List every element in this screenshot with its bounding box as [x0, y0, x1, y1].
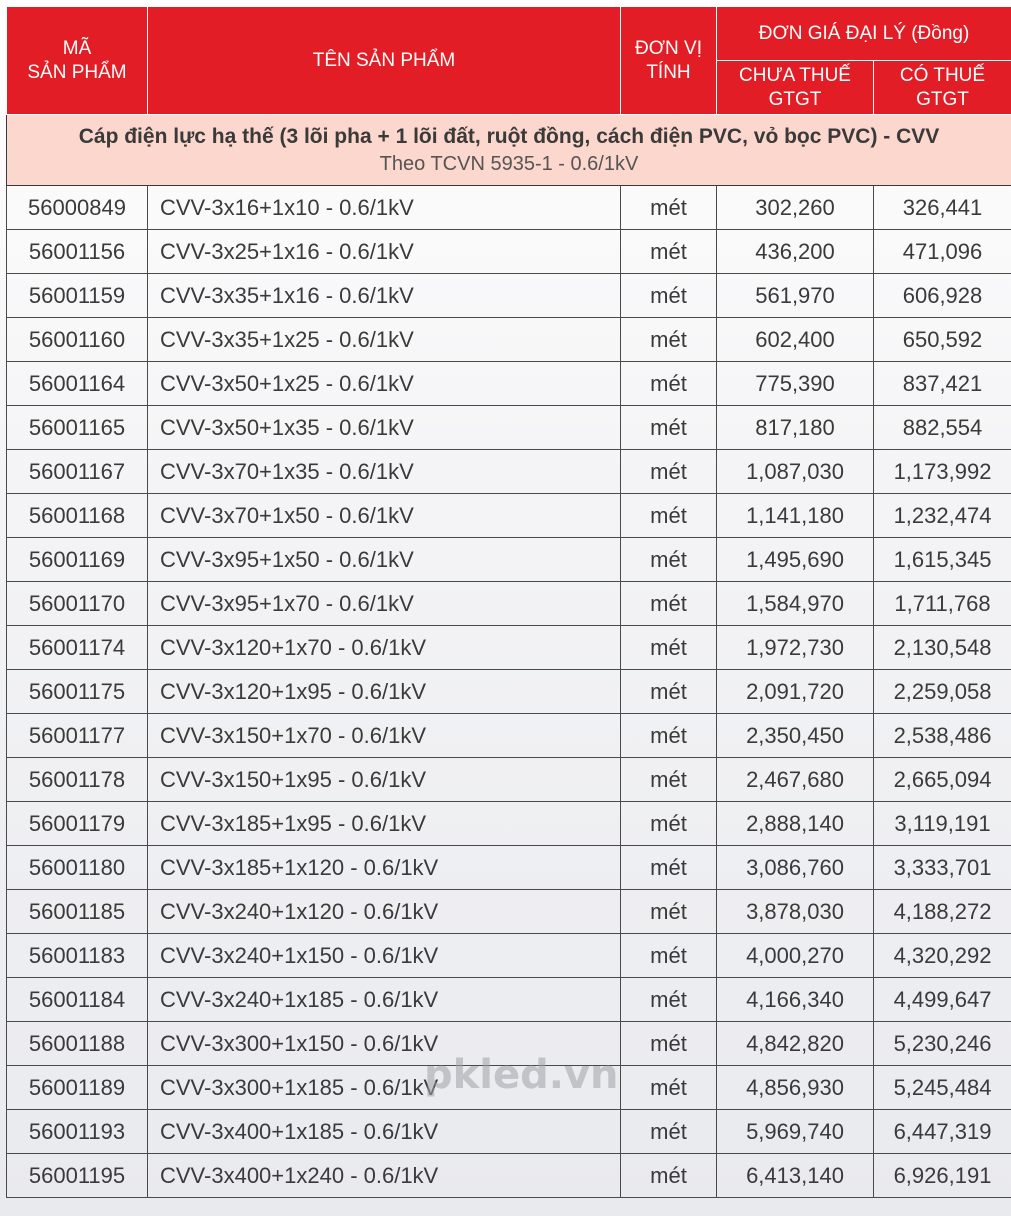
price-no-tax-cell: 2,350,450 [717, 714, 874, 758]
unit-cell: mét [621, 1022, 717, 1066]
unit-cell: mét [621, 1110, 717, 1154]
product-name-cell: CVV-3x300+1x185 - 0.6/1kV [148, 1066, 621, 1110]
product-name-cell: CVV-3x25+1x16 - 0.6/1kV [148, 230, 621, 274]
product-code-cell: 56001168 [7, 494, 148, 538]
price-with-tax-cell: 5,245,484 [874, 1066, 1011, 1110]
unit-cell: mét [621, 582, 717, 626]
price-no-tax-cell: 5,969,740 [717, 1110, 874, 1154]
unit-cell: mét [621, 890, 717, 934]
table-row [7, 1154, 1011, 1198]
price-with-tax-cell: 1,615,345 [874, 538, 1011, 582]
col-header-name [148, 7, 621, 115]
unit-cell: mét [621, 978, 717, 1022]
price-no-tax-cell: 1,087,030 [717, 450, 874, 494]
col-header-code-text: MÃ SẢN PHẨM [27, 37, 127, 83]
unit-cell: mét [621, 318, 717, 362]
price-no-tax-cell: 6,413,140 [717, 1154, 874, 1198]
watermark: pkled.vn [424, 1052, 619, 1098]
col-header-code [7, 7, 148, 115]
price-with-tax-cell: 6,926,191 [874, 1154, 1011, 1198]
product-code-cell: 56000849 [7, 186, 148, 230]
product-name-cell: CVV-3x240+1x120 - 0.6/1kV [148, 890, 621, 934]
price-no-tax-cell: 436,200 [717, 230, 874, 274]
col-header-price-with-tax [874, 61, 1011, 115]
price-no-tax-cell: 775,390 [717, 362, 874, 406]
col-header-price-group-text: ĐƠN GIÁ ĐẠI LÝ (Đồng) [758, 22, 970, 44]
product-name-cell: CVV-3x50+1x25 - 0.6/1kV [148, 362, 621, 406]
price-with-tax-cell: 4,320,292 [874, 934, 1011, 978]
price-with-tax-cell: 326,441 [874, 186, 1011, 230]
price-with-tax-cell: 1,711,768 [874, 582, 1011, 626]
price-no-tax-cell: 4,856,930 [717, 1066, 874, 1110]
table-row [7, 714, 1011, 758]
unit-cell: mét [621, 274, 717, 318]
price-with-tax-cell: 6,447,319 [874, 1110, 1011, 1154]
table-row [7, 670, 1011, 714]
table-row [7, 934, 1011, 978]
product-name-cell: CVV-3x300+1x150 - 0.6/1kV [148, 1022, 621, 1066]
product-name-cell: CVV-3x50+1x35 - 0.6/1kV [148, 406, 621, 450]
product-code-cell: 56001189 [7, 1066, 148, 1110]
price-no-tax-cell: 1,972,730 [717, 626, 874, 670]
price-with-tax-cell: 837,421 [874, 362, 1011, 406]
product-code-cell: 56001156 [7, 230, 148, 274]
section-header-cell [7, 115, 1011, 186]
unit-cell: mét [621, 186, 717, 230]
unit-cell: mét [621, 494, 717, 538]
table-row [7, 1110, 1011, 1154]
product-code-cell: 56001195 [7, 1154, 148, 1198]
price-with-tax-cell: 882,554 [874, 406, 1011, 450]
table-row [7, 318, 1011, 362]
price-no-tax-cell: 602,400 [717, 318, 874, 362]
product-name-cell: CVV-3x400+1x185 - 0.6/1kV [148, 1110, 621, 1154]
unit-cell: mét [621, 362, 717, 406]
price-with-tax-cell: 4,499,647 [874, 978, 1011, 1022]
unit-cell: mét [621, 626, 717, 670]
price-with-tax-cell: 2,665,094 [874, 758, 1011, 802]
product-name-cell: CVV-3x400+1x240 - 0.6/1kV [148, 1154, 621, 1198]
table-row [7, 890, 1011, 934]
unit-cell: mét [621, 846, 717, 890]
table-body [7, 186, 1011, 1198]
col-header-price-no-tax [717, 61, 874, 115]
product-code-cell: 56001177 [7, 714, 148, 758]
product-name-cell: CVV-3x70+1x50 - 0.6/1kV [148, 494, 621, 538]
price-no-tax-cell: 2,467,680 [717, 758, 874, 802]
product-code-cell: 56001185 [7, 890, 148, 934]
product-name-cell: CVV-3x35+1x16 - 0.6/1kV [148, 274, 621, 318]
table-row [7, 406, 1011, 450]
product-name-cell: CVV-3x95+1x50 - 0.6/1kV [148, 538, 621, 582]
product-code-cell: 56001169 [7, 538, 148, 582]
price-no-tax-cell: 2,091,720 [717, 670, 874, 714]
price-no-tax-cell: 1,584,970 [717, 582, 874, 626]
price-with-tax-cell: 471,096 [874, 230, 1011, 274]
price-table [6, 6, 1011, 1198]
price-with-tax-cell: 2,130,548 [874, 626, 1011, 670]
col-header-unit [621, 7, 717, 115]
product-code-cell: 56001170 [7, 582, 148, 626]
table-row [7, 230, 1011, 274]
product-name-cell: CVV-3x95+1x70 - 0.6/1kV [148, 582, 621, 626]
product-name-cell: CVV-3x150+1x70 - 0.6/1kV [148, 714, 621, 758]
product-name-cell: CVV-3x35+1x25 - 0.6/1kV [148, 318, 621, 362]
section-title: Cáp điện lực hạ thế (3 lõi pha + 1 lõi đất, ruột đồng, cách điện PVC, vỏ bọc PVC) - CVV [78, 125, 940, 148]
product-code-cell: 56001178 [7, 758, 148, 802]
price-no-tax-cell: 3,878,030 [717, 890, 874, 934]
product-code-cell: 56001179 [7, 802, 148, 846]
product-code-cell: 56001175 [7, 670, 148, 714]
product-code-cell: 56001174 [7, 626, 148, 670]
product-code-cell: 56001180 [7, 846, 148, 890]
price-with-tax-cell: 2,259,058 [874, 670, 1011, 714]
table-row [7, 186, 1011, 230]
product-name-cell: CVV-3x185+1x120 - 0.6/1kV [148, 846, 621, 890]
price-with-tax-cell: 3,333,701 [874, 846, 1011, 890]
price-no-tax-cell: 4,842,820 [717, 1022, 874, 1066]
col-header-name-text: TÊN SẢN PHẨM [312, 49, 456, 71]
table-row [7, 846, 1011, 890]
price-no-tax-cell: 4,000,270 [717, 934, 874, 978]
unit-cell: mét [621, 802, 717, 846]
product-code-cell: 56001160 [7, 318, 148, 362]
price-with-tax-cell: 3,119,191 [874, 802, 1011, 846]
product-name-cell: CVV-3x70+1x35 - 0.6/1kV [148, 450, 621, 494]
product-name-cell: CVV-3x150+1x95 - 0.6/1kV [148, 758, 621, 802]
product-name-cell: CVV-3x185+1x95 - 0.6/1kV [148, 802, 621, 846]
price-no-tax-cell: 817,180 [717, 406, 874, 450]
section-header-row [7, 115, 1011, 186]
table-row [7, 538, 1011, 582]
unit-cell: mét [621, 538, 717, 582]
price-no-tax-cell: 302,260 [717, 186, 874, 230]
unit-cell: mét [621, 1154, 717, 1198]
table-row [7, 626, 1011, 670]
price-with-tax-cell: 606,928 [874, 274, 1011, 318]
table-row [7, 582, 1011, 626]
product-code-cell: 56001184 [7, 978, 148, 1022]
col-header-price-no-tax-text: CHƯA THUẾ GTGT [739, 64, 851, 110]
price-no-tax-cell: 4,166,340 [717, 978, 874, 1022]
product-code-cell: 56001167 [7, 450, 148, 494]
product-name-cell: CVV-3x16+1x10 - 0.6/1kV [148, 186, 621, 230]
price-no-tax-cell: 2,888,140 [717, 802, 874, 846]
product-code-cell: 56001188 [7, 1022, 148, 1066]
unit-cell: mét [621, 934, 717, 978]
table-row [7, 978, 1011, 1022]
price-with-tax-cell: 2,538,486 [874, 714, 1011, 758]
unit-cell: mét [621, 230, 717, 274]
product-name-cell: CVV-3x240+1x150 - 0.6/1kV [148, 934, 621, 978]
price-with-tax-cell: 1,173,992 [874, 450, 1011, 494]
price-with-tax-cell: 650,592 [874, 318, 1011, 362]
price-with-tax-cell: 5,230,246 [874, 1022, 1011, 1066]
table-row [7, 362, 1011, 406]
table-row [7, 494, 1011, 538]
col-header-unit-text: ĐƠN VỊ TÍNH [635, 37, 702, 83]
section-subtitle: Theo TCVN 5935-1 - 0.6/1kV [379, 153, 639, 175]
unit-cell: mét [621, 714, 717, 758]
product-name-cell: CVV-3x120+1x95 - 0.6/1kV [148, 670, 621, 714]
price-no-tax-cell: 561,970 [717, 274, 874, 318]
price-with-tax-cell: 1,232,474 [874, 494, 1011, 538]
unit-cell: mét [621, 670, 717, 714]
table-row [7, 802, 1011, 846]
unit-cell: mét [621, 1066, 717, 1110]
product-code-cell: 56001164 [7, 362, 148, 406]
unit-cell: mét [621, 450, 717, 494]
table-row [7, 274, 1011, 318]
price-with-tax-cell: 4,188,272 [874, 890, 1011, 934]
product-code-cell: 56001193 [7, 1110, 148, 1154]
price-no-tax-cell: 1,141,180 [717, 494, 874, 538]
product-code-cell: 56001165 [7, 406, 148, 450]
product-name-cell: CVV-3x240+1x185 - 0.6/1kV [148, 978, 621, 1022]
unit-cell: mét [621, 758, 717, 802]
product-name-cell: CVV-3x120+1x70 - 0.6/1kV [148, 626, 621, 670]
price-no-tax-cell: 1,495,690 [717, 538, 874, 582]
col-header-price-with-tax-text: CÓ THUẾ GTGT [899, 64, 986, 110]
product-code-cell: 56001159 [7, 274, 148, 318]
table-row [7, 758, 1011, 802]
table-row [7, 450, 1011, 494]
product-code-cell: 56001183 [7, 934, 148, 978]
col-header-price-group [717, 7, 1011, 61]
unit-cell: mét [621, 406, 717, 450]
price-no-tax-cell: 3,086,760 [717, 846, 874, 890]
